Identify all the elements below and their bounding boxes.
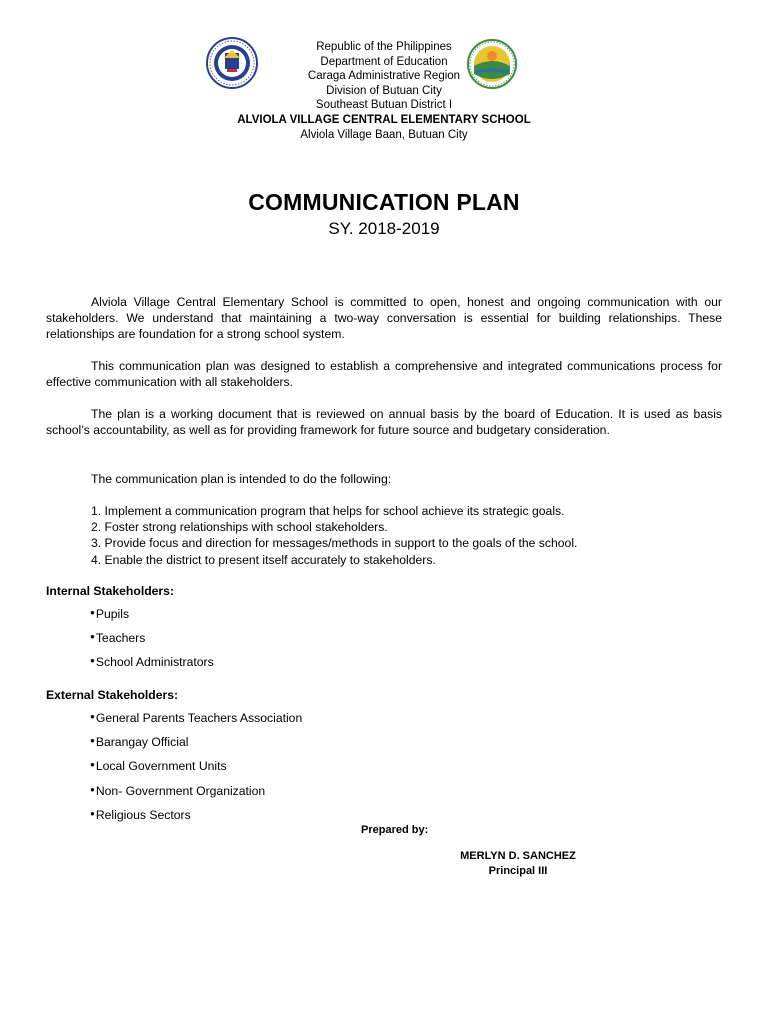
school-year: SY. 2018-2019 [328, 219, 440, 238]
bullet-icon: ● [90, 712, 95, 721]
signature-block [418, 849, 618, 879]
list-item-text: General Parents Teachers Association [95, 711, 303, 725]
list-item-text: Pupils [95, 607, 130, 621]
bullet-icon: ● [90, 608, 95, 617]
list-item [90, 654, 214, 678]
signer-name: MERLYN D. SANCHEZ [460, 850, 576, 862]
letterhead-line: Department of Education [320, 55, 448, 68]
goal-item: 3. Provide focus and direction for messages/methods in support to the goals of the school. [91, 536, 578, 551]
bullet-icon: ● [90, 632, 95, 642]
bullet-icon: ● [90, 784, 95, 794]
list-item-text: Non- Government Organization [95, 783, 266, 798]
school-address: Alviola Village Baan, Butuan City [300, 128, 468, 141]
internal-stakeholders-heading: Internal Stakeholders: [46, 584, 175, 598]
bullet-icon: ● [90, 736, 95, 746]
list-item [90, 807, 302, 831]
purpose-paragraph: This communication plan was designed to establish a comprehensive and integrated communications process for effective communication with all stakeholders. [46, 359, 722, 390]
letterhead-line: Caraga Administrative Region [307, 70, 461, 83]
document-title: COMMUNICATION PLAN [248, 189, 520, 215]
prepared-by-label: Prepared by: [361, 824, 429, 836]
list-item-text: Religious Sectors [95, 807, 191, 822]
list-item [90, 606, 214, 630]
list-item-text: School Administrators [95, 655, 214, 670]
school-name: ALVIOLA VILLAGE CENTRAL ELEMENTARY SCHOOL [237, 113, 531, 126]
bullet-icon: ● [90, 760, 95, 770]
list-item-text: Local Government Units [95, 759, 227, 774]
goals-list [91, 503, 731, 568]
list-item-text: Teachers [95, 631, 146, 646]
list-item-text: Barangay Official [95, 735, 189, 750]
list-item [90, 758, 302, 782]
goal-item: 2. Foster strong relationships with school stakeholders. [91, 520, 388, 535]
bullet-icon: ● [90, 656, 95, 666]
list-item [90, 783, 302, 807]
intro-paragraph: Alviola Village Central Elementary School is committed to open, honest and ongoing communication with our stakeholders. We understand that maintaining a two-way conversation is essential for building relationships. These relationships are foundation for a strong school system. [46, 295, 722, 342]
signer-position: Principal III [488, 865, 548, 877]
list-item [90, 710, 302, 734]
internal-stakeholders-list [90, 606, 214, 679]
division-seal-icon [460, 38, 524, 90]
intent-paragraph: The communication plan is intended to do the following: [91, 472, 392, 486]
letterhead [184, 40, 584, 142]
review-paragraph: The plan is a working document that is reviewed on annual basis by the board of Education. It is used as basis school’s accountability, as well as for providing framework for future source and budgetary consideration. [46, 407, 722, 438]
letterhead-line: Southeast Butuan District I [315, 99, 453, 112]
external-stakeholders-list [90, 710, 302, 831]
goal-item: 4. Enable the district to present itself accurately to stakeholders. [91, 552, 436, 567]
letterhead-line: Division of Butuan City [326, 84, 442, 97]
list-item [90, 630, 214, 654]
external-stakeholders-heading: External Stakeholders: [46, 688, 179, 702]
bullet-icon: ● [90, 808, 95, 818]
letterhead-line: Republic of the Philippines [316, 41, 452, 53]
goal-item: 1. Implement a communication program that helps for school achieve its strategic goals. [91, 504, 565, 518]
list-item [90, 734, 302, 758]
